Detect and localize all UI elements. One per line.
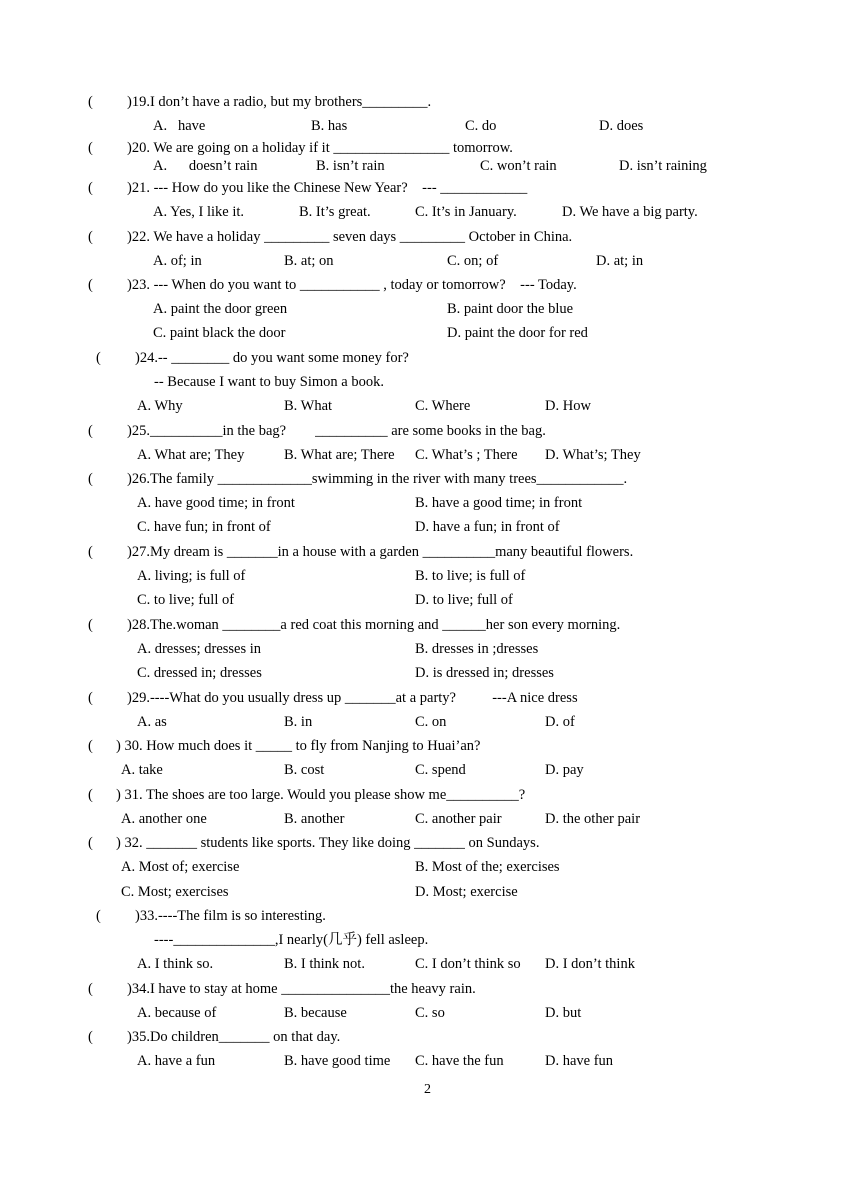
q32-option-b: B. Most of the; exercises	[415, 859, 560, 875]
q32-option-d: D. Most; exercise	[415, 884, 518, 900]
q26-option-a: A. have good time; in front	[137, 495, 295, 511]
q27-option-d: D. to live; full of	[415, 592, 513, 608]
q22-option-d: D. at; in	[596, 253, 644, 269]
q23-option-d: D. paint the door for red	[447, 325, 588, 341]
q21-option-b: B. It’s great.	[299, 204, 371, 220]
q34-option-c: C. so	[415, 1005, 445, 1021]
q31-option-b: B. another	[284, 811, 345, 827]
q24-option-c: C. Where	[415, 398, 471, 414]
q33-option-b: B. I think not.	[284, 956, 365, 972]
q28-option-b: B. dresses in ;dresses	[415, 641, 539, 657]
q21-option-c: C. It’s in January.	[415, 204, 517, 220]
q33-option-c: C. I don’t think so	[415, 956, 521, 972]
q34-option-a: A. because of	[137, 1005, 217, 1021]
q24-option-b: B. What	[284, 398, 333, 414]
question-32-stem: ) 32. _______ students like sports. They like doing _______ on Sundays.	[116, 835, 540, 851]
answer-paren: (	[88, 981, 93, 997]
question-22-stem: )22. We have a holiday _________ seven days _________ October in China.	[127, 229, 573, 245]
q35-option-c: C. have the fun	[415, 1053, 504, 1069]
question-21-stem: )21. --- How do you like the Chinese New Year? --- ____________	[127, 180, 528, 196]
answer-paren: (	[88, 617, 93, 633]
answer-paren: (	[88, 738, 93, 754]
page-number: 2	[424, 1082, 431, 1097]
q30-option-d: D. pay	[545, 762, 584, 778]
q19-option-b: B. has	[311, 118, 348, 134]
question-23-stem: )23. --- When do you want to ___________ , today or tomorrow? --- Today.	[127, 277, 577, 293]
q26-option-b: B. have a good time; in front	[415, 495, 583, 511]
q19-option-a: A. have	[153, 118, 206, 134]
q33-option-d: D. I don’t think	[545, 956, 635, 972]
q30-option-b: B. cost	[284, 762, 325, 778]
question-26-stem: )26.The family _____________swimming in the river with many trees____________.	[127, 471, 628, 487]
q20-option-d: D. isn’t raining	[619, 158, 707, 174]
q24-option-d: D. How	[545, 398, 591, 414]
question-27-stem: )27.My dream is _______in a house with a garden __________many beautiful flowers.	[127, 544, 634, 560]
q19-option-d: D. does	[599, 118, 644, 134]
q31-option-c: C. another pair	[415, 811, 502, 827]
q20-option-c: C. won’t rain	[480, 158, 557, 174]
answer-paren: (	[88, 471, 93, 487]
q26-option-c: C. have fun; in front of	[137, 519, 271, 535]
answer-paren: (	[88, 690, 93, 706]
q25-option-b: B. What are; There	[284, 447, 395, 463]
q30-option-a: A. take	[121, 762, 163, 778]
q30-option-c: C. spend	[415, 762, 466, 778]
question-31-stem: ) 31. The shoes are too large. Would you please show me__________?	[116, 787, 526, 803]
q31-option-d: D. the other pair	[545, 811, 641, 827]
q29-option-a: A. as	[137, 714, 167, 730]
question-24-stem-2: -- Because I want to buy Simon a book.	[154, 374, 384, 390]
q23-option-c: C. paint black the door	[153, 325, 286, 341]
q28-option-c: C. dressed in; dresses	[137, 665, 262, 681]
question-30-stem: ) 30. How much does it _____ to fly from Nanjing to Huai’an?	[116, 738, 481, 754]
q26-option-d: D. have a fun; in front of	[415, 519, 560, 535]
answer-paren: (	[88, 94, 93, 110]
q29-option-d: D. of	[545, 714, 575, 730]
q35-option-b: B. have good time	[284, 1053, 391, 1069]
q31-option-a: A. another one	[121, 811, 207, 827]
q27-option-b: B. to live; is full of	[415, 568, 526, 584]
q32-option-c: C. Most; exercises	[121, 884, 229, 900]
q33-option-a: A. I think so.	[137, 956, 214, 972]
q22-option-c: C. on; of	[447, 253, 499, 269]
q22-option-a: A. of; in	[153, 253, 202, 269]
question-24-stem: )24.-- ________ do you want some money for?	[135, 350, 409, 366]
answer-paren: (	[88, 423, 93, 439]
answer-paren: (	[88, 229, 93, 245]
question-33-stem-2: ----______________,I nearly(几乎) fell asleep.	[154, 932, 429, 948]
question-19-stem: )19.I don’t have a radio, but my brothers_________.	[127, 94, 432, 110]
q27-option-c: C. to live; full of	[137, 592, 235, 608]
q32-option-a: A. Most of; exercise	[121, 859, 240, 875]
answer-paren: (	[88, 835, 93, 851]
q34-option-d: D. but	[545, 1005, 582, 1021]
q20-option-a: A. doesn’t rain	[153, 158, 258, 174]
q29-option-b: B. in	[284, 714, 313, 730]
q25-option-c: C. What’s ; There	[415, 447, 518, 463]
q21-option-d: D. We have a big party.	[562, 204, 698, 220]
q23-option-b: B. paint door the blue	[447, 301, 574, 317]
q34-option-b: B. because	[284, 1005, 347, 1021]
q19-option-c: C. do	[465, 118, 497, 134]
answer-paren: (	[88, 277, 93, 293]
answer-paren: (	[88, 787, 93, 803]
question-29-stem: )29.----What do you usually dress up _______at a party? ---A nice dress	[127, 690, 578, 706]
question-35-stem: )35.Do children_______ on that day.	[127, 1029, 341, 1045]
answer-paren: (	[96, 350, 101, 366]
q35-option-a: A. have a fun	[137, 1053, 216, 1069]
q29-option-c: C. on	[415, 714, 447, 730]
answer-paren: (	[88, 180, 93, 196]
q28-option-a: A. dresses; dresses in	[137, 641, 262, 657]
q20-option-b: B. isn’t rain	[316, 158, 385, 174]
question-33-stem: )33.----The film is so interesting.	[135, 908, 326, 924]
q21-option-a: A. Yes, I like it.	[153, 204, 245, 220]
q22-option-b: B. at; on	[284, 253, 334, 269]
answer-paren: (	[88, 140, 93, 156]
q27-option-a: A. living; is full of	[137, 568, 246, 584]
question-28-stem: )28.The.woman ________a red coat this morning and ______her son every morning.	[127, 617, 621, 633]
q25-option-d: D. What’s; They	[545, 447, 641, 463]
q25-option-a: A. What are; They	[137, 447, 245, 463]
question-34-stem: )34.I have to stay at home _______________the heavy rain.	[127, 981, 476, 997]
answer-paren: (	[88, 1029, 93, 1045]
q24-option-a: A. Why	[137, 398, 183, 414]
q23-option-a: A. paint the door green	[153, 301, 288, 317]
q28-option-d: D. is dressed in; dresses	[415, 665, 554, 681]
answer-paren: (	[96, 908, 101, 924]
answer-paren: (	[88, 544, 93, 560]
q35-option-d: D. have fun	[545, 1053, 614, 1069]
question-25-stem: )25.__________in the bag? __________ are some books in the bag.	[127, 423, 546, 439]
question-20-stem: )20. We are going on a holiday if it ________________ tomorrow.	[127, 140, 513, 156]
